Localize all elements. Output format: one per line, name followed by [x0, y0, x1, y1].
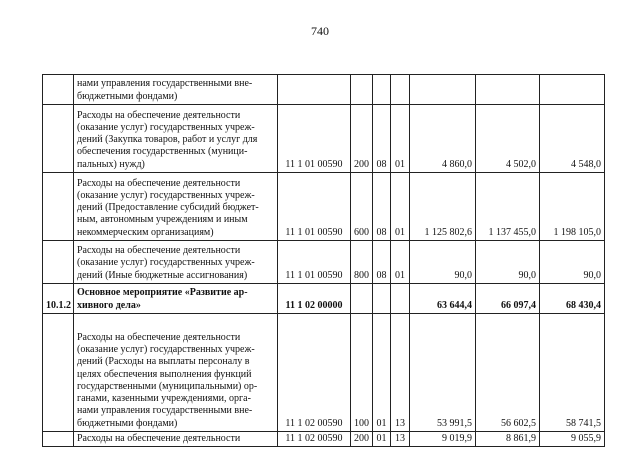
description-line: Основное мероприятие «Развитие ар-	[77, 287, 248, 299]
page-number: 740	[311, 24, 329, 38]
table-row	[43, 432, 605, 447]
description-line: нами управления государственными вне-	[77, 78, 253, 90]
description-line: Расходы на обеспечение деятельности	[77, 331, 241, 343]
target-code-cell: 11 1 02 00590	[278, 432, 351, 447]
description-line: ным, автономным учреждениям и иным	[77, 214, 248, 226]
amount-year2-cell	[476, 75, 540, 105]
amount-year1-cell: 90,0	[410, 241, 476, 284]
section-cell: 01	[373, 432, 391, 447]
expense-type-cell: 200	[351, 432, 373, 447]
table-row	[43, 314, 605, 432]
amount-year3-cell	[540, 75, 605, 105]
target-code-cell: 11 1 02 00000	[278, 284, 351, 314]
description-line: дений (Иные бюджетные ассигнования)	[77, 269, 248, 281]
description-line: пальных) нужд)	[77, 158, 145, 170]
expense-type-cell: 800	[351, 241, 373, 284]
row-number-cell	[43, 314, 74, 432]
subsection-cell	[391, 284, 410, 314]
description-line: некоммерческим организациям)	[77, 226, 214, 238]
amount-year3-cell: 4 548,0	[540, 105, 605, 173]
subsection-cell	[391, 75, 410, 105]
description-line: дений (Расходы на выплаты персоналу в	[77, 356, 250, 368]
description-line: Расходы на обеспечение деятельности	[77, 433, 241, 444]
amount-year1-cell: 9 019,9	[410, 432, 476, 447]
subsection-cell: 01	[391, 173, 410, 241]
description-line: ганами, казенными учреждениями, орга-	[77, 393, 251, 405]
amount-year1-cell: 53 991,5	[410, 314, 476, 432]
subsection-cell: 01	[391, 105, 410, 173]
table-row	[43, 241, 605, 284]
target-code-cell: 11 1 01 00590	[278, 105, 351, 173]
amount-year3-cell: 9 055,9	[540, 432, 605, 447]
table-row	[43, 75, 605, 105]
row-number-cell	[43, 241, 74, 284]
expense-type-cell: 200	[351, 105, 373, 173]
description-line: (оказание услуг) государственных учреж-	[77, 121, 255, 133]
expense-type-cell: 100	[351, 314, 373, 432]
description-cell	[74, 284, 278, 314]
expense-type-cell: 600	[351, 173, 373, 241]
section-cell: 08	[373, 105, 391, 173]
description-line: обеспечения государственных (муници-	[77, 146, 248, 158]
section-cell	[373, 75, 391, 105]
amount-year2-cell: 1 137 455,0	[476, 173, 540, 241]
amount-year1-cell: 1 125 802,6	[410, 173, 476, 241]
description-cell	[74, 173, 278, 241]
amount-year2-cell: 66 097,4	[476, 284, 540, 314]
description-cell	[74, 241, 278, 284]
description-line: Расходы на обеспечение деятельности	[77, 109, 241, 121]
subsection-cell: 13	[391, 314, 410, 432]
description-cell	[74, 314, 278, 432]
description-line: бюджетными фондами)	[77, 417, 178, 429]
description-cell	[74, 432, 278, 447]
row-number-cell	[43, 432, 74, 447]
amount-year3-cell: 68 430,4	[540, 284, 605, 314]
amount-year2-cell: 56 602,5	[476, 314, 540, 432]
amount-year2-cell: 90,0	[476, 241, 540, 284]
section-cell	[373, 284, 391, 314]
subsection-cell: 01	[391, 241, 410, 284]
description-line: Расходы на обеспечение деятельности	[77, 245, 241, 257]
row-number-cell	[43, 75, 74, 105]
table-row	[43, 105, 605, 173]
section-cell: 08	[373, 241, 391, 284]
description-line: (оказание услуг) государственных учреж-	[77, 257, 255, 269]
amount-year3-cell: 90,0	[540, 241, 605, 284]
description-line: (оказание услуг) государственных учреж-	[77, 343, 255, 355]
amount-year3-cell: 1 198 105,0	[540, 173, 605, 241]
expense-type-cell	[351, 284, 373, 314]
budget-table	[42, 74, 605, 447]
description-line: хивного дела»	[77, 299, 141, 311]
row-number-cell	[43, 173, 74, 241]
amount-year1-cell: 63 644,4	[410, 284, 476, 314]
target-code-cell: 11 1 02 00590	[278, 314, 351, 432]
target-code-cell: 11 1 01 00590	[278, 241, 351, 284]
description-line: (оказание услуг) государственных учреж-	[77, 189, 255, 201]
target-code-cell	[278, 75, 351, 105]
table-body	[43, 75, 605, 447]
table-row	[43, 173, 605, 241]
table-row	[43, 284, 605, 314]
section-cell: 08	[373, 173, 391, 241]
subsection-cell: 13	[391, 432, 410, 447]
description-line: дений (Предоставление субсидий бюджет-	[77, 202, 259, 214]
description-cell	[74, 75, 278, 105]
description-line: государственными (муниципальными) ор-	[77, 380, 258, 392]
amount-year3-cell: 58 741,5	[540, 314, 605, 432]
row-number-cell	[43, 105, 74, 173]
description-line: бюджетными фондами)	[77, 90, 178, 102]
amount-year1-cell: 4 860,0	[410, 105, 476, 173]
expense-type-cell	[351, 75, 373, 105]
description-line: Расходы на обеспечение деятельности	[77, 177, 241, 189]
row-number-cell: 10.1.2	[43, 284, 74, 314]
description-line: дений (Закупка товаров, работ и услуг для	[77, 134, 258, 146]
amount-year2-cell: 8 861,9	[476, 432, 540, 447]
description-line: нами управления государственными вне-	[77, 405, 253, 417]
amount-year2-cell: 4 502,0	[476, 105, 540, 173]
description-cell	[74, 105, 278, 173]
amount-year1-cell	[410, 75, 476, 105]
description-line: целях обеспечения выполнения функций	[77, 368, 252, 380]
target-code-cell: 11 1 01 00590	[278, 173, 351, 241]
section-cell: 01	[373, 314, 391, 432]
